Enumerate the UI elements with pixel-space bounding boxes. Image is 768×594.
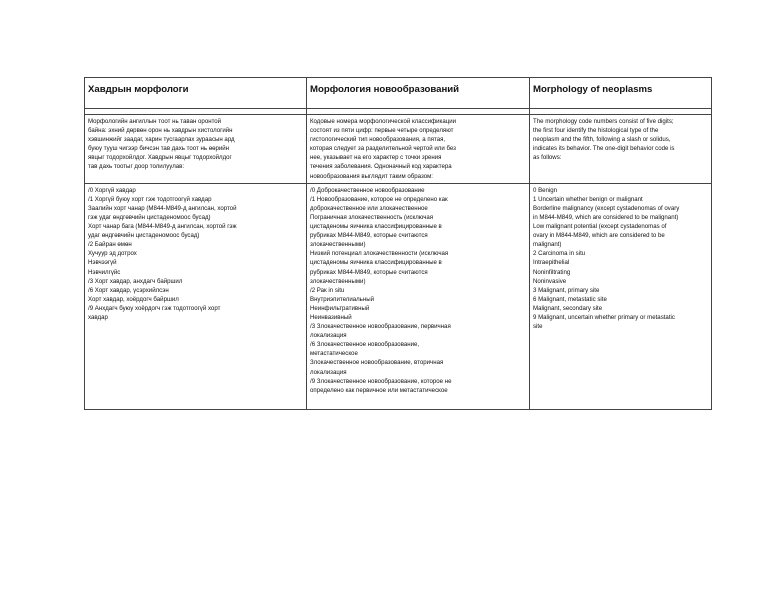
text-line: новообразования выглядит таким образом: [310,172,433,180]
text-line: 6 Malignant, metastatic site [533,295,607,303]
text-line: /0 Хоргүй хавдар [88,186,136,194]
text-line: злокачественными) [310,277,366,285]
text-line: которая следует за разделительной чертой или без [310,145,456,153]
header-row [85,78,712,109]
intro-english [530,115,712,184]
text-line: Неинфильтративный [310,304,370,312]
text-line: гэж удаг өндгөвчийн цистаденомоос бусад) [88,213,211,221]
text-line: Borderline malignancy (except cystadenomas of ovary [533,204,680,212]
text-line: 1 Uncertain whether benign or malignant [533,195,643,203]
text-line: Хорт хавдар, хоёрдогч байршил [88,295,179,303]
text-line: состоят из пяти цифр: первые четыре определяют [310,127,454,135]
text-line: /6 Злокачественное новообразование, [310,341,420,349]
text-line: Хучуур эд дотрох [88,250,137,258]
text-line: метастатическое [310,350,358,358]
header-mongolian: Хавдрын морфологи [85,78,307,109]
text-line: гистологический тип новообразования, а пятая, [310,136,446,144]
text-line: рубриках М844-М849, которые считаются [310,268,428,276]
text-line: Кодовые номера морфологической классификации [310,118,457,125]
text-line: течения заболевания. Одноначный код характера [310,163,452,171]
text-line: malignant) [533,241,562,249]
text-line: тав дахь тоотыг доор толилуулав: [88,163,185,171]
text-line: the first four identify the histological type of the [533,127,659,135]
text-line: /9 Злокачественное новообразование, которое не [310,377,452,385]
codes-english [530,183,712,409]
text-line: /2 Рак in situ [310,286,345,294]
text-line: 0 Benign [533,186,558,194]
text-line: in M844-M849, which are considered to be malignant) [533,213,679,221]
text-line: рубриках М844-М849, которые считаются [310,232,428,240]
text-line: /9 Анхдагч буюу хоёрдогч гэж тодотгоогүй хорт [88,304,221,312]
text-line: neoplasm and the fifth, following a slash or solidus, [533,136,671,144]
text-line: /2 Байран өмөн [88,241,132,249]
text-line: Пограничная злокачественность (исключая [310,213,434,221]
text-line: as follows: [533,154,562,162]
text-line: site [533,323,543,331]
text-line: Неинвазивный [310,313,352,321]
text-line: Нэвчилгүйс [88,268,121,276]
text-line: /1 Хоргүй буюу хорт гэж тодотгоогүй хавдар [88,195,212,203]
text-line: нее, указывает на его характер с точки зрения [310,154,442,162]
text-line: Морфологийн ангиллын тоот нь таван оронтой [88,118,222,125]
text-line: локализация [310,368,347,376]
text-line: 3 Malignant, primary site [533,286,600,294]
text-line: /1 Новообразование, которое не определено как [310,195,448,203]
text-line: цистаденомы яичника классифицированные в [310,223,442,231]
text-line: indicates its behavior. The one-digit behavior code is [533,145,675,153]
codes-mongolian [85,183,307,409]
text-line: Intraepithelial [533,259,570,267]
text-line: Низкий потенциал злокачественности (исключая [310,250,449,258]
header-english: Morphology of neoplasms [530,78,712,109]
text-line: Нэвчээгүй [88,259,117,267]
text-line: Low malignant potential (except cystadenomas of [533,223,667,231]
text-line: Внутриэпителиальный [310,295,375,303]
text-line: явцыг тодорхойлдог. Хавдрын явцыг тодорхойлдог [88,154,232,162]
text-line: /0 Доброкачественное новообразование [310,186,425,194]
morphology-table [84,77,712,410]
header-russian: Морфология новообразований [307,78,530,109]
text-line: цистаденомы яичника классифицированные в [310,259,442,267]
text-line: злокачественными) [310,241,366,249]
text-line: хавдар [88,313,108,321]
text-line: доброкачественное или злокачественное [310,204,428,212]
text-line: байна: эхний дөрвөн орон нь хавдрын хистологийн [88,127,233,135]
intro-russian [307,115,530,184]
text-line: 2 Carcinoma in situ [533,250,586,258]
text-line: Хорт чанар бага (М844-М849-д ангилсан, хортой гэж [88,223,237,231]
text-line: определено как первичное или метастатическое [310,386,448,394]
text-line: хэвшинжийг заадаг, харин тусгаарлах зураасын ард [88,136,235,144]
text-line: /3 Злокачественное новообразование, первичная [310,323,451,331]
text-line: Злокачественное новообразование, вторичная [310,359,444,367]
codes-russian [307,183,530,409]
codes-row [85,183,712,409]
text-line: /3 Хорт хавдар, анхдагч байршил [88,277,183,285]
text-line: 9 Malignant, uncertain whether primary or metastatic [533,313,675,321]
text-line: The morphology code numbers consist of five digits; [533,118,674,125]
text-line: Noninvasive [533,277,567,285]
text-line: удаг өндгөвчийн цистаденомоос бусад) [88,232,200,240]
intro-row [85,115,712,184]
text-line: /6 Хорт хавдар, үсэрхийлсэн [88,286,169,294]
text-line: Noninfiltrating [533,268,571,276]
text-line: Заалийн хорт чанар (М844-М849-д ангилсан, хортой [88,204,237,212]
text-line: локализация [310,332,347,340]
text-line: Malignant, secondary site [533,304,603,312]
intro-mongolian [85,115,307,184]
text-line: буюу тууш чигээр бичсэн тав дахь тоот нь өөрийн [88,145,230,153]
text-line: ovary in M844-M849, which are considered to be [533,232,665,240]
